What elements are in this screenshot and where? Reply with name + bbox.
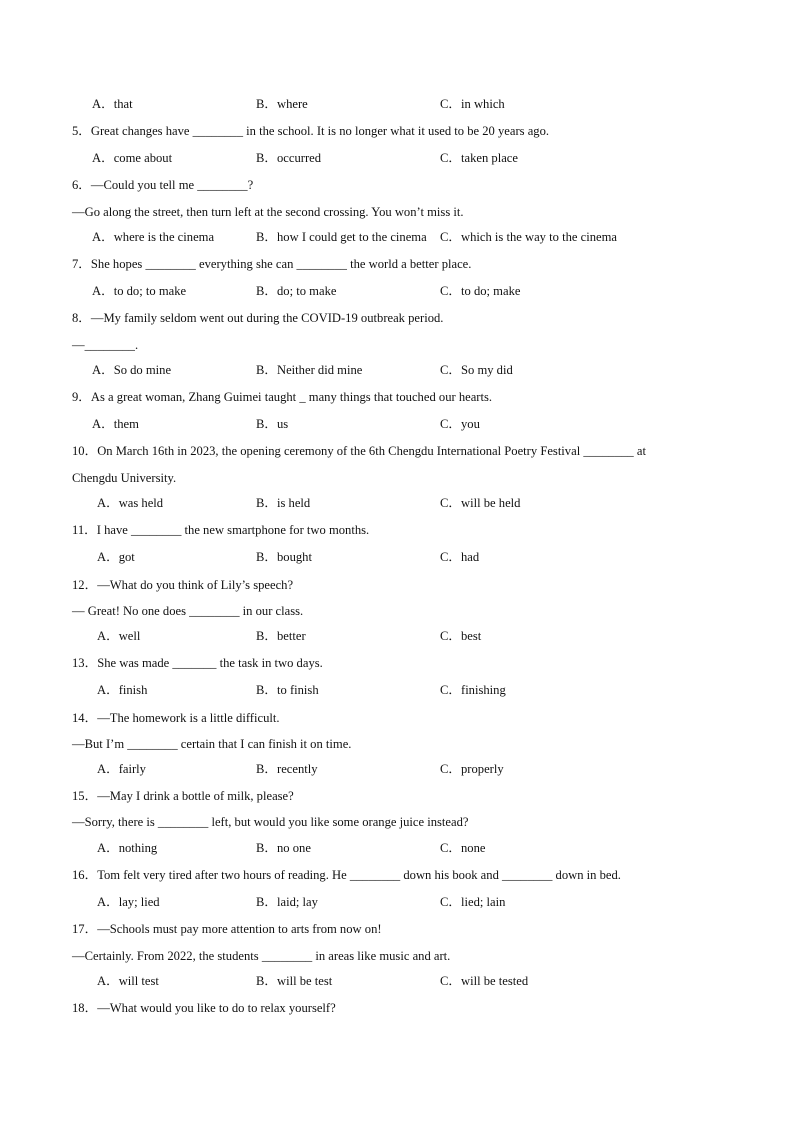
question-stem — [72, 1000, 734, 1016]
answer-option[interactable]: C．had — [440, 550, 480, 564]
question-text: —My family seldom went out during the COVID-19 outbreak period. — [90, 311, 444, 325]
question-number: 12． — [72, 578, 98, 592]
answer-option[interactable]: B．occurred — [256, 151, 322, 165]
question-stem — [72, 867, 734, 883]
question-number: 7． — [72, 257, 91, 271]
answer-option[interactable]: B．how I could get to the cinema — [256, 230, 427, 244]
answer-options — [0, 682, 794, 698]
question-number: 13． — [72, 656, 98, 670]
question-number: 16． — [72, 868, 98, 882]
answer-option[interactable]: C．properly — [440, 762, 504, 776]
question-text: —Go along the street, then turn left at the second crossing. You won’t miss it. — [72, 205, 464, 219]
answer-option[interactable]: A．them — [92, 417, 139, 431]
answer-option[interactable]: A．finish — [97, 683, 148, 697]
answer-option[interactable]: C．none — [440, 841, 486, 855]
question-stem — [72, 337, 734, 353]
question-stem — [72, 522, 734, 538]
question-text: —________. — [72, 338, 139, 352]
answer-option[interactable]: A．nothing — [97, 841, 158, 855]
answer-option[interactable]: C．you — [440, 417, 480, 431]
answer-option[interactable]: B．recently — [256, 762, 318, 776]
question-text: —Sorry, there is ________ left, but would you like some orange juice instead? — [72, 815, 469, 829]
question-text: —Schools must pay more attention to arts from now on! — [97, 922, 382, 936]
answer-option[interactable]: B．Neither did mine — [256, 363, 363, 377]
question-number: 9． — [72, 390, 91, 404]
answer-option[interactable]: A．fairly — [97, 762, 146, 776]
question-text: She hopes ________ everything she can ________ the world a better place. — [90, 257, 472, 271]
question-text: — Great! No one does ________ in our class. — [72, 604, 304, 618]
answer-option[interactable]: C．So my did — [440, 363, 513, 377]
question-stem — [72, 123, 734, 139]
question-stem — [72, 921, 734, 937]
answer-option[interactable]: B．bought — [256, 550, 312, 564]
answer-option[interactable]: C．lied; lain — [440, 895, 506, 909]
answer-option[interactable]: B．no one — [256, 841, 311, 855]
answer-option[interactable]: A．well — [97, 629, 141, 643]
answer-option[interactable]: B．do; to make — [256, 284, 337, 298]
answer-options — [0, 283, 794, 299]
question-text: Chengdu University. — [72, 471, 177, 485]
answer-option[interactable]: A．was held — [97, 496, 164, 510]
question-number: 18． — [72, 1001, 98, 1015]
answer-option[interactable]: B．laid; lay — [256, 895, 318, 909]
answer-option[interactable]: C．will be held — [440, 496, 521, 510]
answer-options — [0, 229, 794, 245]
answer-options — [0, 840, 794, 856]
question-number: 15． — [72, 789, 98, 803]
answer-option[interactable]: C．in which — [440, 97, 505, 111]
answer-option[interactable]: C．taken place — [440, 151, 518, 165]
question-stem — [72, 177, 734, 193]
question-number: 14． — [72, 711, 98, 725]
answer-options — [0, 362, 794, 378]
question-number: 5． — [72, 124, 91, 138]
question-stem — [72, 788, 734, 804]
question-number: 6． — [72, 178, 91, 192]
question-stem — [72, 470, 734, 486]
question-stem — [72, 310, 734, 326]
question-text: Great changes have ________ in the school. It is no longer what it used to be 20 years ago. — [90, 124, 550, 138]
question-stem — [72, 603, 734, 619]
answer-option[interactable]: C．will be tested — [440, 974, 529, 988]
question-text: —But I’m ________ certain that I can finish it on time. — [72, 737, 352, 751]
answer-option[interactable]: C．which is the way to the cinema — [440, 230, 617, 244]
question-text: —What do you think of Lily’s speech? — [97, 578, 294, 592]
question-stem — [72, 389, 734, 405]
answer-option[interactable]: A．got — [97, 550, 135, 564]
answer-option[interactable]: C．finishing — [440, 683, 506, 697]
answer-options — [0, 495, 794, 511]
question-number: 8． — [72, 311, 91, 325]
question-text: —Certainly. From 2022, the students ________ in areas like music and art. — [72, 949, 451, 963]
question-stem — [72, 577, 734, 593]
answer-option[interactable]: B．is held — [256, 496, 311, 510]
question-stem — [72, 814, 734, 830]
answer-option[interactable]: A．lay; lied — [97, 895, 160, 909]
answer-options — [0, 416, 794, 432]
question-stem — [72, 710, 734, 726]
answer-option[interactable]: A．where is the cinema — [92, 230, 215, 244]
answer-option[interactable]: B．better — [256, 629, 306, 643]
answer-option[interactable]: B．to finish — [256, 683, 319, 697]
question-stem — [72, 256, 734, 272]
question-text: On March 16th in 2023, the opening ceremony of the 6th Chengdu International Poetry Festival ________ at — [97, 444, 646, 458]
answer-options — [0, 894, 794, 910]
answer-option[interactable]: A．will test — [97, 974, 159, 988]
answer-options — [0, 628, 794, 644]
question-stem — [72, 443, 734, 459]
answer-options — [0, 96, 794, 112]
answer-options — [0, 973, 794, 989]
question-text: —May I drink a bottle of milk, please? — [97, 789, 294, 803]
answer-option[interactable]: A．to do; to make — [92, 284, 187, 298]
answer-options — [0, 549, 794, 565]
answer-option[interactable]: A．that — [92, 97, 133, 111]
question-stem — [72, 655, 734, 671]
question-text: I have ________ the new smartphone for two months. — [96, 523, 370, 537]
answer-option[interactable]: C．best — [440, 629, 482, 643]
question-text: Tom felt very tired after two hours of reading. He ________ down his book and ________ down in bed. — [97, 868, 621, 882]
question-text: —What would you like to do to relax yourself? — [97, 1001, 336, 1015]
answer-option[interactable]: A．come about — [92, 151, 173, 165]
answer-options — [0, 150, 794, 166]
question-number: 10． — [72, 444, 98, 458]
question-stem — [72, 948, 734, 964]
question-text: —The homework is a little difficult. — [97, 711, 280, 725]
answer-options — [0, 761, 794, 777]
answer-option[interactable]: B．us — [256, 417, 289, 431]
question-number: 11． — [72, 523, 97, 537]
answer-option[interactable]: C．to do; make — [440, 284, 521, 298]
question-stem — [72, 736, 734, 752]
question-number: 17． — [72, 922, 98, 936]
question-text: As a great woman, Zhang Guimei taught _ many things that touched our hearts. — [90, 390, 493, 404]
question-stem — [72, 204, 734, 220]
answer-option[interactable]: B．where — [256, 97, 308, 111]
question-text: She was made _______ the task in two days. — [97, 656, 323, 670]
answer-option[interactable]: A．So do mine — [92, 363, 172, 377]
question-text: —Could you tell me ________? — [90, 178, 254, 192]
answer-option[interactable]: B．will be test — [256, 974, 333, 988]
